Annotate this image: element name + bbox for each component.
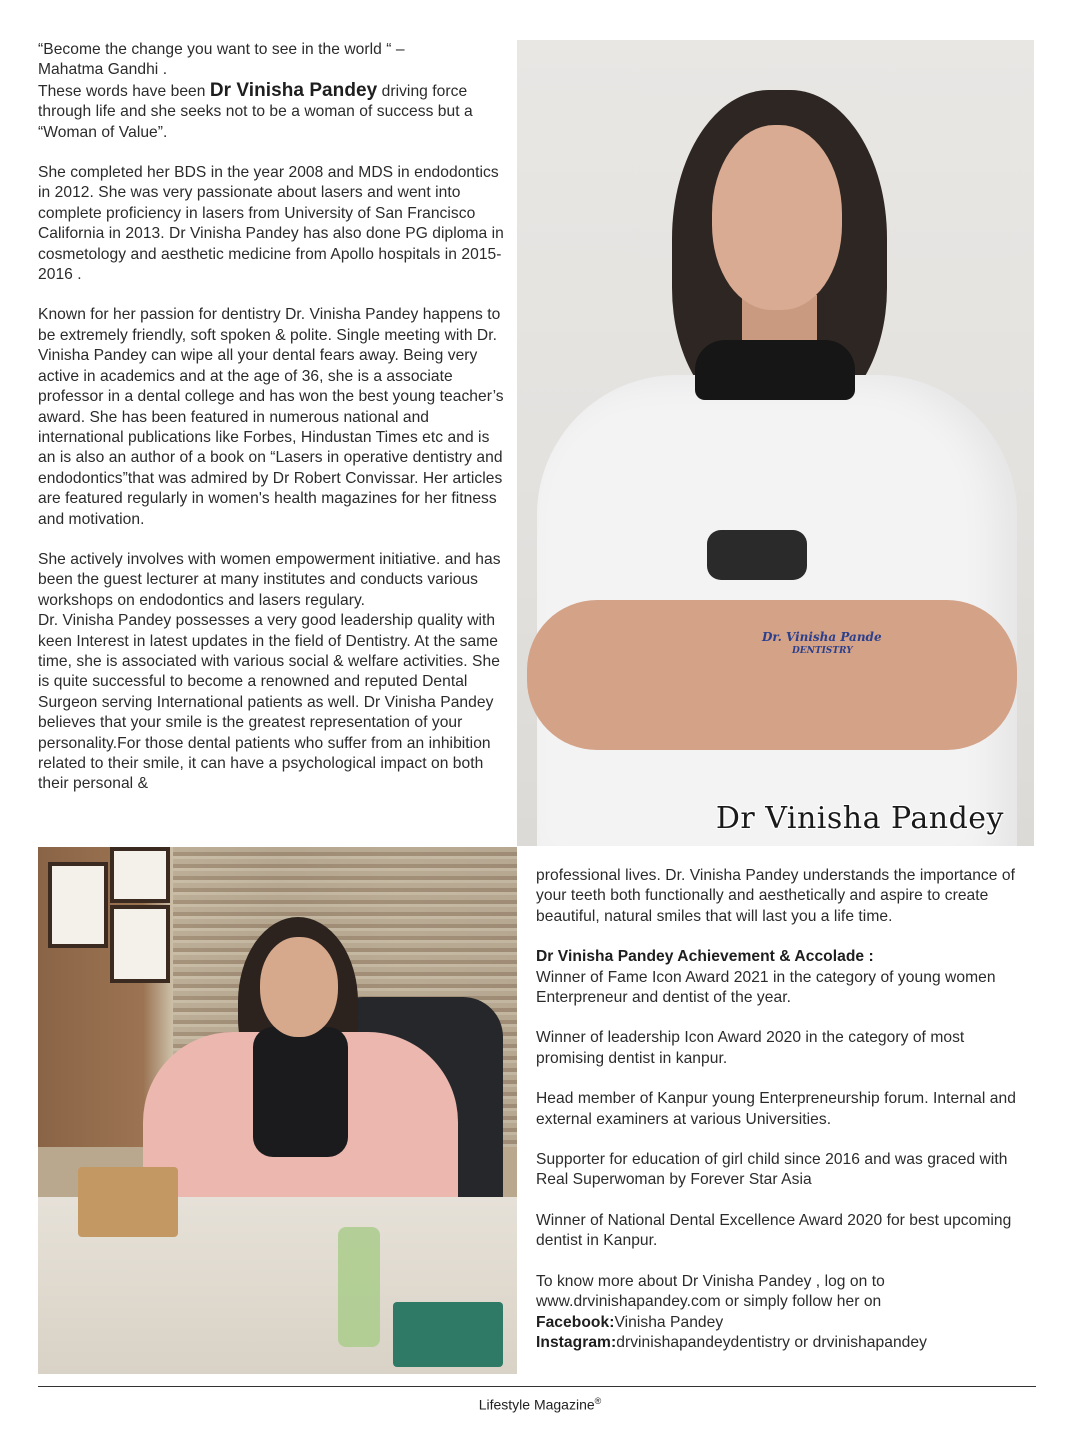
achievement-item: Head member of Kanpur young Enterpreneurship forum. Internal and external examiners at various Universities. bbox=[536, 1090, 1016, 1128]
coat-embroidery bbox=[762, 630, 882, 670]
intro-after-name: driving force through life and she seeks not to be a woman of success but a “Woman of Value”. bbox=[38, 82, 473, 141]
black-top-shape bbox=[253, 1027, 348, 1157]
footer-divider bbox=[38, 1386, 1036, 1387]
instagram-value: drvinishapandeydentistry or drvinishapandey bbox=[616, 1333, 927, 1351]
notebook-shape bbox=[393, 1302, 503, 1367]
sanitizer-bottle-shape bbox=[338, 1227, 380, 1347]
article-right-column bbox=[536, 866, 1036, 1353]
facebook-value: Vinisha Pandey bbox=[614, 1313, 724, 1331]
coat-badge-sub: DENTISTRY bbox=[792, 646, 853, 656]
achievement-item: Winner of National Dental Excellence Award 2020 for best upcoming dentist in Kanpur. bbox=[536, 1211, 1012, 1250]
certificate-frame bbox=[110, 847, 170, 903]
certificate-frame bbox=[48, 862, 108, 948]
crossed-arms-shape bbox=[527, 600, 1017, 750]
intro-name: Dr Vinisha Pandey bbox=[209, 79, 378, 101]
quote-line: “Become the change you want to see in the world “ – bbox=[38, 41, 405, 58]
intro-paragraph bbox=[38, 81, 508, 143]
achievement-item: Winner of Fame Icon Award 2021 in the category of young women Enterpreneur and dentist of the year. bbox=[536, 968, 996, 1007]
intro-before-name: These words have been bbox=[38, 82, 210, 100]
face-shape bbox=[712, 125, 842, 310]
achievement-item: Supporter for education of girl child since 2016 and was graced with Real Superwoman by Forever Star Asia bbox=[536, 1151, 1008, 1189]
facebook-label: Facebook: bbox=[536, 1313, 615, 1331]
magazine-name: Lifestyle Magazine bbox=[478, 1396, 595, 1413]
portrait-photo bbox=[517, 40, 1034, 846]
pen-holder-shape bbox=[78, 1167, 178, 1237]
registered-mark: ® bbox=[594, 1396, 602, 1406]
know-more-text: To know more about Dr Vinisha Pandey , log on to www.drvinishapandey.com or simply follow her on bbox=[536, 1272, 885, 1311]
dental-loupe-shape bbox=[707, 530, 807, 580]
certificate-frame bbox=[110, 905, 170, 983]
instagram-label: Instagram: bbox=[536, 1333, 617, 1351]
achievement-item: Winner of leadership Icon Award 2020 in the category of most promising dentist in kanpur. bbox=[536, 1029, 965, 1067]
empowerment-paragraph: She actively involves with women empowerment initiative. and has been the guest lecturer at many institutes and conducts various workshops on endodontics and lasers regulary. bbox=[38, 550, 501, 609]
instagram-line bbox=[536, 1333, 1036, 1353]
article-left-column bbox=[38, 40, 508, 795]
portrait-caption: Dr Vinisha Pandey bbox=[715, 801, 1004, 836]
continuation-paragraph: professional lives. Dr. Vinisha Pandey understands the importance of your teeth both functionally and aesthetically and aspire to create beautiful, natural smiles that will last you a life time. bbox=[536, 867, 1015, 925]
office-photo bbox=[38, 847, 517, 1374]
quote-author: Mahatma Gandhi . bbox=[38, 61, 168, 79]
passion-paragraph: Known for her passion for dentistry Dr. Vinisha Pandey happens to be extremely friendly, soft spoken & polite. Single meeting with Dr. Vinisha Pandey can wipe all your dental fears away. Being very active in academics and at the age of 36, she is a associate professor in a dental college and has won the best young teacher’s award. She has been featured in numerous national and international publications like Forbes, Hindustan Times etc and is an is also an author of a book on “Lasers in operative dentistry and endodontics”that was admired by Dr Robert Convissar. Her articles are featured regularly in women's health magazines for her fitness and motivation. bbox=[38, 306, 504, 528]
leadership-paragraph: Dr. Vinisha Pandey possesses a very good leadership quality with keen Interest in latest updates in the field of Dentistry. At the same time, she is associated with various social & welfare activities. She is quite successful to become a renowned and reputed Dental Surgeon serving International patients as well. Dr Vinisha Pandey believes that your smile is the greatest representation of your personality.For those dental patients who suffer from an inhibition related to their smile, it can have a psychological impact on both their personal & bbox=[38, 612, 500, 793]
collar-shape bbox=[695, 340, 855, 400]
coat-badge-name: Dr. Vinisha Pande bbox=[762, 630, 882, 644]
achievements-heading: Dr Vinisha Pandey Achievement & Accolade : bbox=[536, 948, 874, 966]
facebook-line bbox=[536, 1313, 1036, 1333]
face-shape bbox=[260, 937, 338, 1037]
education-paragraph: She completed her BDS in the year 2008 and MDS in endodontics in 2012. She was very passionate about lasers and went into complete proficiency in lasers from University of San Francisco California in 2013. Dr Vinisha Pandey has also done PG diploma in cosmetology and aesthetic medicine from Apollo hospitals in 2015-2016 . bbox=[38, 164, 504, 284]
footer bbox=[0, 1396, 1080, 1413]
